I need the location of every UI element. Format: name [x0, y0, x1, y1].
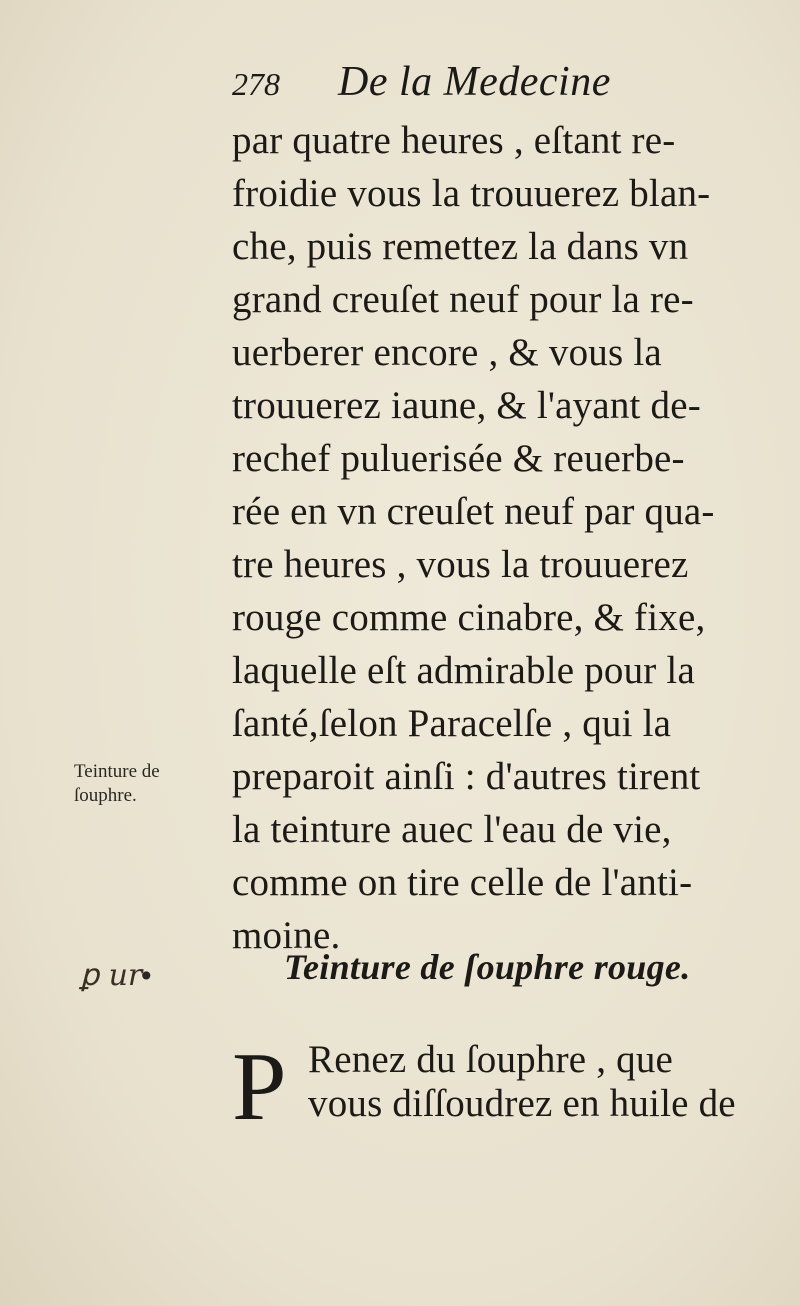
text-line: moine. — [232, 914, 341, 957]
section-heading: Teinture de ſouphre rouge. — [284, 947, 691, 987]
drop-cap: P — [232, 1033, 287, 1141]
text-line: preparoit ainſi : d'autres tirent — [232, 755, 701, 798]
text-line: che, puis remettez la dans vn — [232, 225, 689, 268]
text-line: grand creuſet neuf pour la re- — [232, 278, 694, 321]
text-line: laquelle eſt admirable pour la — [232, 649, 695, 692]
marginal-note — [74, 760, 234, 808]
text-line: tre heures , vous la trouuerez — [232, 543, 689, 586]
marginal-note-line: Teinture de — [74, 761, 160, 782]
text-line: rechef puluerisée & reuerbe- — [232, 437, 685, 480]
ink-dot: • — [138, 960, 155, 993]
text-line: la teinture auec l'eau de vie, — [232, 808, 672, 851]
text-line: rouge comme cinabre, & fixe, — [232, 596, 706, 639]
text-line: froidie vous la trouuerez blan- — [232, 172, 711, 215]
page-number: 278 — [232, 66, 280, 102]
text-line: comme on tire celle de l'anti- — [232, 861, 693, 904]
running-title: De la Medecine — [338, 59, 611, 105]
text-line: vous diſſoudrez en huile de — [308, 1082, 736, 1125]
marginal-note-line: ſouphre. — [74, 785, 137, 806]
text-line: Renez du ſouphre , que — [308, 1038, 674, 1081]
text-line: par quatre heures , eſtant re- — [232, 119, 676, 162]
running-head — [232, 58, 611, 108]
text-line: ſanté,ſelon Paracelſe , qui la — [232, 702, 672, 745]
text-line: trouuerez iaune, & l'ayant de- — [232, 384, 701, 427]
handwritten-annotation: ꝑ ur — [80, 958, 143, 993]
text-line: uerberer encore , & vous la — [232, 331, 662, 374]
text-line: rée en vn creuſet neuf par qua- — [232, 490, 715, 533]
body-paragraph — [232, 114, 772, 962]
